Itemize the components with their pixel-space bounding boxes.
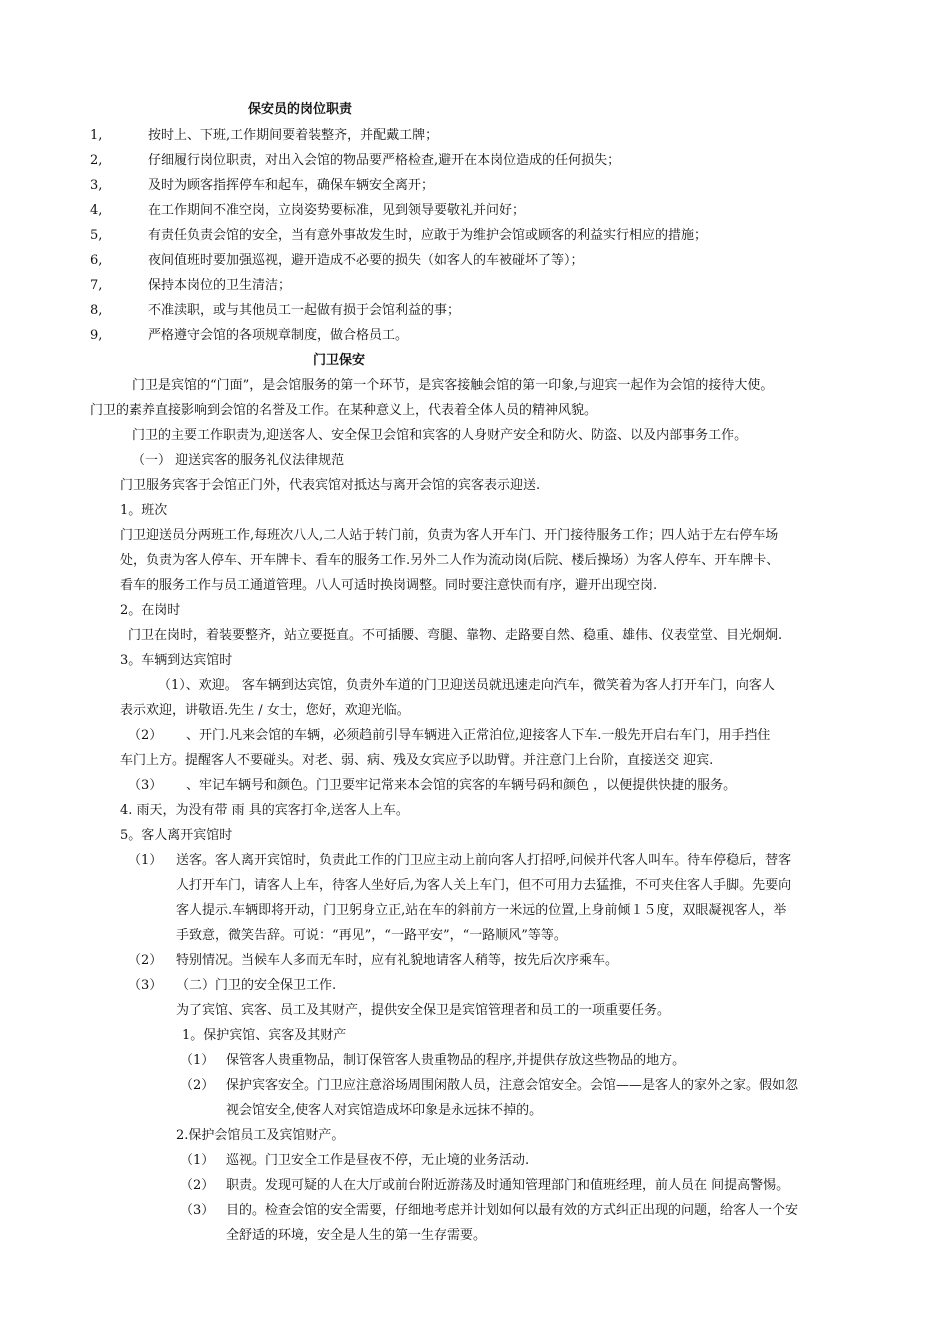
- paragraph-line: 目的。检查会馆的安全需要，仔细地考虑并计划如何以最有效的方式纠正出现的问题，给客人一个安: [226, 1203, 799, 1218]
- list-item: 及时为顾客指挥停车和起车，确保车辆安全离开；: [148, 178, 435, 193]
- page-title: 保安员的岗位职责: [248, 102, 353, 117]
- list-item-number: 1,: [90, 128, 103, 143]
- subheading: 3。车辆到达宾馆时: [120, 653, 233, 668]
- list-item-number: （2）: [128, 728, 163, 743]
- section-heading: （一） 迎送宾客的服务礼仪法律规范: [132, 453, 345, 468]
- paragraph-line: 看车的服务工作与员工通道管理。八人可适时换岗调整。同时要注意快而有序，避开出现空岗.: [120, 578, 658, 593]
- paragraph-line: 表示欢迎，讲敬语.先生 / 女士，您好，欢迎光临。: [120, 703, 410, 718]
- paragraph-line: 全舒适的环境，安全是人生的第一生存需要。: [226, 1228, 487, 1243]
- subheading: 1。班次: [120, 503, 168, 518]
- paragraph-line: 、牢记车辆号和颜色。门卫要牢记常来本会馆的宾客的车辆号码和颜色 ，以便提供快捷的服务。: [186, 778, 737, 793]
- subheading: 1。保护宾馆、宾客及其财产: [182, 1028, 347, 1043]
- list-item-number: （3）: [128, 978, 163, 993]
- paragraph-line: 客人提示.车辆即将开动，门卫躬身立正,站在车的斜前方一米远的位置,上身前倾１５度，双眼凝视客人，举: [176, 903, 787, 918]
- paragraph-line: 车门上方。提醒客人不要碰头。对老、弱、病、残及女宾应予以助臂。并注意门上台阶，直接送交 迎宾.: [120, 753, 714, 768]
- paragraph-line: 门卫服务宾客于会馆正门外，代表宾馆对抵达与离开会馆的宾客表示迎送.: [120, 478, 541, 493]
- section-title: 门卫保安: [313, 353, 366, 368]
- paragraph-line: 门卫的主要工作职责为,迎送客人、安全保卫会馆和宾客的人身财产安全和防火、防盗、以及内部事务工作。: [132, 428, 748, 443]
- list-item-number: （3）: [128, 778, 163, 793]
- subheading: 2.保护会馆员工及宾馆财产。: [176, 1128, 345, 1143]
- subheading: 2。在岗时: [120, 603, 181, 618]
- list-item: 夜间值班时要加强巡视，避开造成不必要的损失（如客人的车被碰坏了等）；: [148, 253, 584, 268]
- paragraph-line: 门卫迎送员分两班工作,每班次八人,二人站于转门前，负责为客人开车门、开门接待服务工作；四人站于左右停车场: [120, 528, 779, 543]
- subheading: 5。客人离开宾馆时: [120, 828, 233, 843]
- paragraph-line: 视会馆安全,使客人对宾馆造成坏印象是永远抹不掉的。: [226, 1103, 543, 1118]
- list-item-number: 9,: [90, 328, 103, 343]
- paragraph-line: 、开门.凡来会馆的车辆，必须趋前引导车辆进入正常泊位,迎接客人下车.一般先开启右车门，用手挡住: [186, 728, 771, 743]
- paragraph-line: 门卫的素养直接影响到会馆的名誉及工作。在某种意义上，代表着全体人员的精神风貌。: [90, 403, 598, 418]
- paragraph-line: 手致意，微笑告辞。可说：“再见”，“一路平安”，“一路顺风”等等。: [176, 928, 567, 943]
- paragraph-line: 为了宾馆、宾客、员工及其财产，提供安全保卫是宾馆管理者和员工的一项重要任务。: [176, 1003, 671, 1018]
- list-item: 仔细履行岗位职责，对出入会馆的物品要严格检查,避开在本岗位造成的任何损失；: [148, 153, 621, 168]
- list-item-number: （1）: [180, 1153, 215, 1168]
- list-item: 保持本岗位的卫生清洁；: [148, 278, 292, 293]
- list-item-number: 6,: [90, 253, 103, 268]
- paragraph-line: 门卫是宾馆的“门面”，是会馆服务的第一个环节，是宾客接触会馆的第一印象,与迎宾一起作为会馆的接待大使。: [132, 378, 774, 393]
- paragraph-line: 特别情况。当候车人多而无车时，应有礼貌地请客人稍等，按先后次序乘车。: [176, 953, 619, 968]
- paragraph-line: 处，负责为客人停车、开车牌卡、看车的服务工作.另外二人作为流动岗(后院、楼后操场）为客人停车、开车牌卡、: [120, 553, 780, 568]
- list-item-number: 3,: [90, 178, 103, 193]
- list-item: 在工作期间不准空岗，立岗姿势要标准，见到领导要敬礼并问好；: [148, 203, 526, 218]
- paragraph-line: 巡视。门卫安全工作是昼夜不停，无止境的业务活动.: [226, 1153, 530, 1168]
- list-item-number: （1）: [180, 1053, 215, 1068]
- list-item: 按时上、下班,工作期间要着装整齐，并配戴工牌；: [148, 128, 439, 143]
- list-item-number: 5,: [90, 228, 103, 243]
- list-item-number: 4,: [90, 203, 103, 218]
- list-item-number: 8,: [90, 303, 103, 318]
- paragraph-line: 4. 雨天，为没有带 雨 具的宾客打伞,送客人上车。: [120, 803, 409, 818]
- paragraph-line: 送客。客人离开宾馆时，负责此工作的门卫应主动上前向客人打招呼,问候并代客人叫车。待车停稳后，替客: [176, 853, 792, 868]
- list-item-number: （2）: [180, 1078, 215, 1093]
- list-item-number: （3）: [180, 1203, 215, 1218]
- paragraph-line: （1）、欢迎。 客车辆到达宾馆，负责外车道的门卫迎送员就迅速走向汽车，微笑着为客人打开车门，向客人: [158, 678, 775, 693]
- list-item-number: 2,: [90, 153, 103, 168]
- paragraph-line: 保管客人贵重物品，制订保管客人贵重物品的程序,并提供存放这些物品的地方。: [226, 1053, 686, 1068]
- list-item: 有责任负责会馆的安全，当有意外事故发生时，应敢于为维护会馆或顾客的利益实行相应的措施；: [148, 228, 708, 243]
- paragraph-line: 保护宾客安全。门卫应注意浴场周围闲散人员，注意会馆安全。会馆——是客人的家外之家。假如忽: [226, 1078, 799, 1093]
- list-item: 不准渎职，或与其他员工一起做有损于会馆利益的事；: [148, 303, 461, 318]
- list-item-number: （2）: [128, 953, 163, 968]
- paragraph-line: 职责。发现可疑的人在大厅或前台附近游荡及时通知管理部门和值班经理，前人员在 间提高警惕。: [226, 1178, 790, 1193]
- paragraph-line: 人打开车门，请客人上车，待客人坐好后,为客人关上车门，但不可用力去猛推，不可夹住客人手脚。先要向: [176, 878, 792, 893]
- list-item: 严格遵守会馆的各项规章制度，做合格员工。: [148, 328, 409, 343]
- paragraph-line: 门卫在岗时，着装要整齐，站立要挺直。不可插腰、弯腿、靠物、走路要自然、稳重、雄伟、仪表堂堂、目光炯炯.: [128, 628, 783, 643]
- section-heading: （二）门卫的安全保卫工作.: [176, 978, 337, 993]
- list-item-number: （2）: [180, 1178, 215, 1193]
- list-item-number: 7,: [90, 278, 103, 293]
- list-item-number: （1）: [128, 853, 163, 868]
